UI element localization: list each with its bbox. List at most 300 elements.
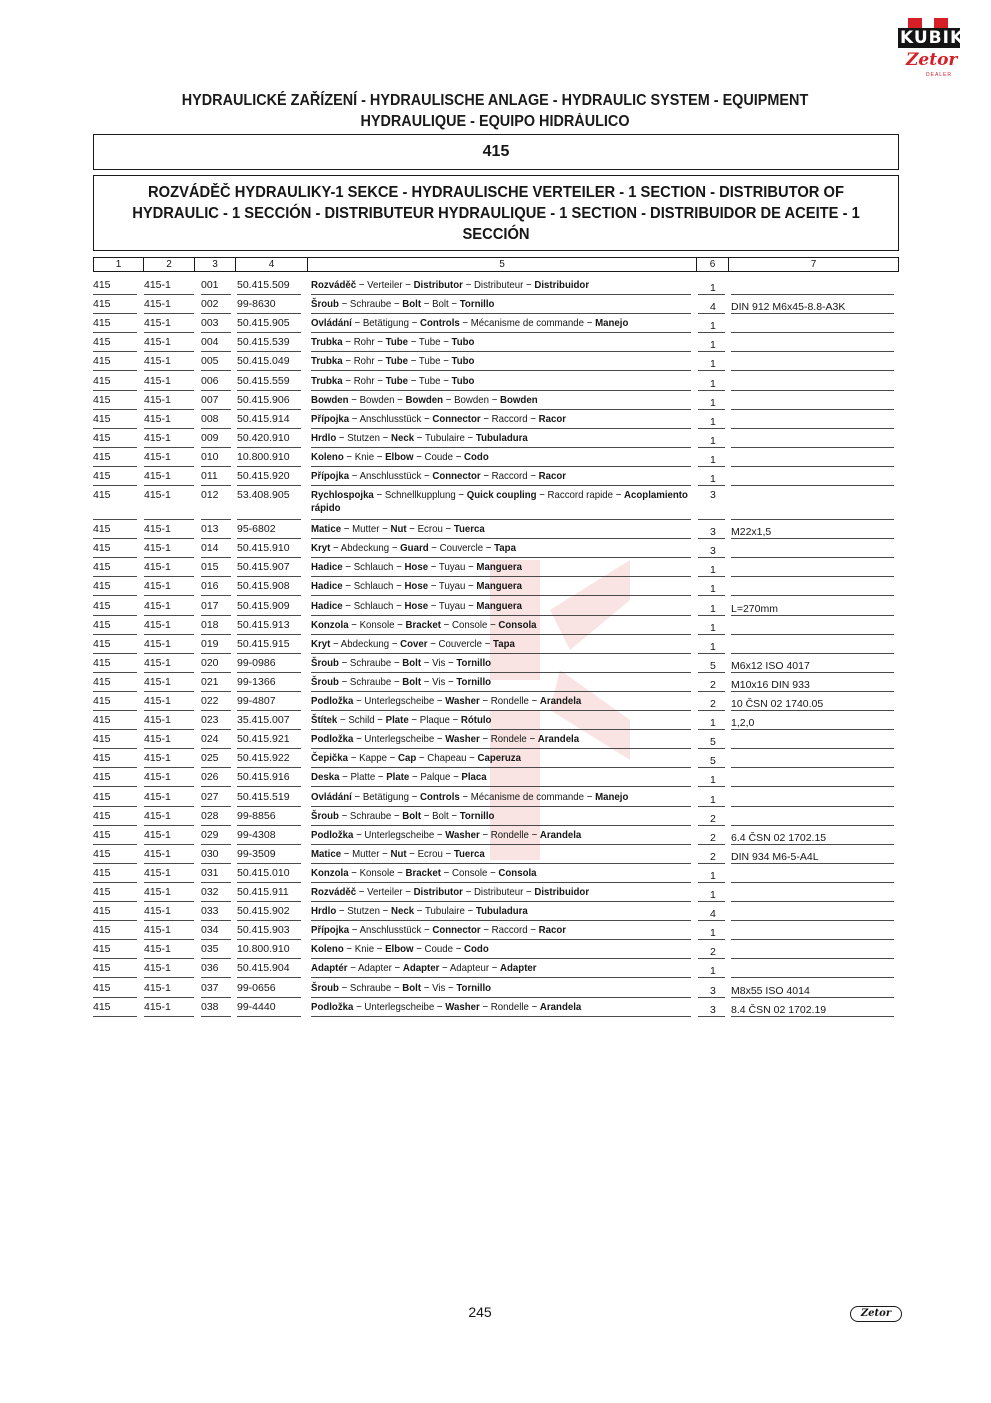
column-header-7: 7	[728, 258, 898, 271]
subgroup-number: 415-1	[144, 829, 194, 845]
note	[731, 394, 894, 410]
part-name-text: Kryt − Abdeckung − Guard − Couvercle − Tapa	[311, 542, 516, 555]
part-name	[311, 905, 691, 921]
subgroup-number: 415-1	[144, 982, 194, 998]
subgroup-number: 415-1	[144, 962, 194, 978]
position-number: 005	[201, 355, 231, 371]
part-name	[311, 867, 691, 883]
subgroup-number: 415-1	[144, 561, 194, 577]
part-name	[311, 619, 691, 635]
part-name	[311, 943, 691, 959]
subgroup-number: 415-1	[144, 336, 194, 352]
subgroup-number: 415-1	[144, 600, 194, 616]
group-number: 415	[93, 829, 137, 845]
zetor-footer-logo: Zetor	[850, 1306, 902, 1322]
part-name	[311, 638, 691, 654]
position-number: 018	[201, 619, 231, 635]
part-name	[311, 962, 691, 978]
note	[731, 905, 894, 921]
part-name-text: Čepička − Kappe − Cap − Chapeau − Caperuza	[311, 752, 521, 765]
part-name-text: Koleno − Knie − Elbow − Coude − Codo	[311, 450, 489, 463]
position-number: 034	[201, 924, 231, 940]
part-name	[311, 752, 691, 768]
subgroup-number: 415-1	[144, 638, 194, 654]
group-number: 415	[93, 355, 137, 371]
quantity: 1	[698, 600, 725, 616]
subgroup-number: 415-1	[144, 752, 194, 768]
group-number: 415	[93, 1001, 137, 1017]
note	[731, 962, 894, 978]
subgroup-number: 415-1	[144, 733, 194, 749]
part-name	[311, 336, 691, 352]
group-number: 415	[93, 413, 137, 429]
part-number: 50.415.049	[237, 355, 301, 371]
part-name-text: Přípojka − Anschlusstück − Connector − Raccord − Racor	[311, 412, 567, 425]
part-name-text: Hadice − Schlauch − Hose − Tuyau − Manguera	[311, 580, 523, 593]
part-number: 50.415.909	[237, 600, 301, 616]
quantity: 4	[698, 298, 725, 314]
quantity: 2	[698, 848, 725, 864]
note	[731, 619, 894, 635]
quantity: 1	[698, 714, 725, 730]
subgroup-number: 415-1	[144, 542, 194, 558]
group-number: 415	[93, 695, 137, 711]
part-name	[311, 791, 691, 807]
note	[731, 791, 894, 807]
position-number: 002	[201, 298, 231, 314]
part-name-text: Rozváděč − Verteiler − Distributor − Distributeur − Distribuidor	[311, 279, 590, 291]
part-name	[311, 848, 691, 864]
note	[731, 771, 894, 787]
position-number: 027	[201, 791, 231, 807]
part-name-text: Deska − Platte − Plate − Palque − Placa	[311, 771, 487, 784]
column-header-2: 2	[143, 258, 194, 271]
subgroup-number: 415-1	[144, 810, 194, 826]
note	[731, 733, 894, 749]
quantity: 1	[698, 771, 725, 787]
quantity: 1	[698, 867, 725, 883]
position-number: 017	[201, 600, 231, 616]
quantity: 1	[698, 791, 725, 807]
subgroup-number: 415-1	[144, 432, 194, 448]
part-name-text: Trubka − Rohr − Tube − Tube − Tubo	[311, 355, 475, 368]
subgroup-number: 415-1	[144, 924, 194, 940]
column-header-6: 6	[696, 258, 728, 271]
part-number: 35.415.007	[237, 714, 301, 730]
group-number: 415	[93, 432, 137, 448]
note	[731, 355, 894, 371]
part-name-text: Koleno − Knie − Elbow − Coude − Codo	[311, 943, 489, 956]
note: 1,2,0	[731, 714, 894, 730]
position-number: 038	[201, 1001, 231, 1017]
position-number: 007	[201, 394, 231, 410]
column-header-1: 1	[115, 259, 122, 270]
note	[731, 867, 894, 883]
position-number: 014	[201, 542, 231, 558]
group-number: 415	[93, 542, 137, 558]
group-number: 415	[93, 561, 137, 577]
group-number: 415	[93, 962, 137, 978]
note: M6x12 ISO 4017	[731, 657, 894, 673]
position-number: 024	[201, 733, 231, 749]
subgroup-number: 415-1	[144, 1001, 194, 1017]
part-number: 50.415.921	[237, 733, 301, 749]
position-number: 022	[201, 695, 231, 711]
note	[731, 886, 894, 902]
quantity: 1	[698, 413, 725, 429]
position-number: 019	[201, 638, 231, 654]
part-name	[311, 657, 691, 673]
quantity: 1	[698, 336, 725, 352]
section-number: 415	[482, 143, 510, 160]
kubik-brand: KUBIK	[900, 28, 965, 48]
page-title-line-1: HYDRAULICKÉ ZAŘÍZENÍ - HYDRAULISCHE ANLAGE - HYDRAULIC SYSTEM - EQUIPMENT	[181, 92, 809, 109]
quantity: 5	[698, 752, 725, 768]
part-number: 99-3509	[237, 848, 301, 864]
subgroup-number: 415-1	[144, 791, 194, 807]
position-number: 016	[201, 580, 231, 596]
quantity: 1	[698, 317, 725, 333]
part-name-text: Adaptér − Adapter − Adapter − Adapteur − Adapter	[311, 962, 537, 975]
part-name-text: Trubka − Rohr − Tube − Tube − Tubo	[311, 336, 475, 349]
position-number: 035	[201, 943, 231, 959]
part-number: 50.420.910	[237, 432, 301, 448]
group-number: 415	[93, 791, 137, 807]
subgroup-number: 415-1	[144, 867, 194, 883]
position-number: 008	[201, 413, 231, 429]
part-name-text: Bowden − Bowden − Bowden − Bowden − Bowden	[311, 393, 538, 406]
part-name	[311, 561, 691, 577]
part-number: 50.415.920	[237, 470, 301, 486]
quantity: 2	[698, 829, 725, 845]
subgroup-number: 415-1	[144, 298, 194, 314]
part-number: 99-8630	[237, 298, 301, 314]
note	[731, 810, 894, 826]
group-number: 415	[93, 714, 137, 730]
quantity: 3	[698, 489, 725, 520]
note	[731, 542, 894, 558]
position-number: 015	[201, 561, 231, 577]
quantity: 2	[698, 810, 725, 826]
part-number: 50.415.916	[237, 771, 301, 787]
part-name-text: Konzola − Konsole − Bracket − Console − Consola	[311, 866, 537, 879]
position-number: 010	[201, 451, 231, 467]
part-name	[311, 810, 691, 826]
part-name	[311, 1001, 691, 1017]
group-number: 415	[93, 848, 137, 864]
part-number: 99-4308	[237, 829, 301, 845]
part-number: 50.415.908	[237, 580, 301, 596]
position-number: 026	[201, 771, 231, 787]
group-number: 415	[93, 600, 137, 616]
part-number: 50.415.910	[237, 542, 301, 558]
note	[731, 561, 894, 577]
group-number: 415	[93, 943, 137, 959]
quantity: 1	[698, 432, 725, 448]
part-name-text: Matice − Mutter − Nut − Ecrou − Tuerca	[311, 847, 485, 860]
part-name-text: Hrdlo − Stutzen − Neck − Tubulaire − Tubuladura	[311, 431, 528, 444]
group-number: 415	[93, 657, 137, 673]
quantity: 1	[698, 962, 725, 978]
part-name-text: Hadice − Schlauch − Hose − Tuyau − Manguera	[311, 561, 523, 574]
zetor-brand: Zetor	[906, 50, 958, 70]
subgroup-number: 415-1	[144, 695, 194, 711]
part-name	[311, 714, 691, 730]
subgroup-number: 415-1	[144, 375, 194, 391]
page-title-line-2: HYDRAULIQUE - EQUIPO HIDRÁULICO	[360, 113, 630, 130]
subgroup-number: 415-1	[144, 676, 194, 692]
part-name-text: Přípojka − Anschlusstück − Connector − Raccord − Racor	[311, 470, 567, 482]
part-name	[311, 695, 691, 711]
quantity: 1	[698, 451, 725, 467]
quantity: 1	[698, 561, 725, 577]
position-number: 023	[201, 714, 231, 730]
part-name	[311, 279, 691, 295]
subgroup-number: 415-1	[144, 470, 194, 486]
quantity: 1	[698, 355, 725, 371]
part-name	[311, 451, 691, 467]
quantity: 1	[698, 279, 725, 295]
note	[731, 924, 894, 940]
note	[731, 413, 894, 429]
part-name-text: Přípojka − Anschlusstück − Connector − Raccord − Racor	[311, 924, 567, 937]
part-name	[311, 394, 691, 410]
note	[731, 580, 894, 596]
subgroup-number: 415-1	[144, 523, 194, 539]
subgroup-number: 415-1	[144, 413, 194, 429]
part-number: 50.415.904	[237, 962, 301, 978]
part-name	[311, 924, 691, 940]
group-number: 415	[93, 580, 137, 596]
part-number: 50.415.509	[237, 279, 301, 295]
part-name-text: Podložka − Unterlegscheibe − Washer − Rondele − Arandela	[311, 733, 580, 746]
position-number: 037	[201, 982, 231, 998]
part-number: 50.415.519	[237, 791, 301, 807]
subgroup-number: 415-1	[144, 943, 194, 959]
subgroup-number: 415-1	[144, 714, 194, 730]
note	[731, 489, 894, 520]
group-number: 415	[93, 619, 137, 635]
part-name-text: Matice − Mutter − Nut − Ecrou − Tuerca	[311, 523, 485, 536]
note	[731, 451, 894, 467]
part-number: 53.408.905	[237, 489, 301, 520]
part-number: 50.415.902	[237, 905, 301, 921]
note	[731, 375, 894, 391]
part-name	[311, 523, 691, 539]
group-number: 415	[93, 298, 137, 314]
quantity: 1	[698, 619, 725, 635]
part-number: 50.415.907	[237, 561, 301, 577]
quantity: 2	[698, 695, 725, 711]
part-name	[311, 375, 691, 391]
group-number: 415	[93, 905, 137, 921]
position-number: 021	[201, 676, 231, 692]
group-number: 415	[93, 924, 137, 940]
subgroup-number: 415-1	[144, 489, 194, 520]
quantity: 1	[698, 375, 725, 391]
part-name-text: Šroub − Schraube − Bolt − Vis − Tornillo	[311, 981, 492, 994]
part-name-text: Šroub − Schraube − Bolt − Bolt − Tornillo	[311, 298, 495, 311]
part-name	[311, 489, 691, 520]
part-name	[311, 470, 691, 486]
part-name-text: Hadice − Schlauch − Hose − Tuyau − Manguera	[311, 599, 523, 612]
note: DIN 912 M6x45-8.8-A3K	[731, 298, 894, 314]
subgroup-number: 415-1	[144, 657, 194, 673]
column-header-3: 3	[194, 258, 235, 271]
part-number: 99-4440	[237, 1001, 301, 1017]
part-number: 50.415.914	[237, 413, 301, 429]
page-number: 245	[468, 1304, 492, 1320]
group-number: 415	[93, 752, 137, 768]
part-number: 95-6802	[237, 523, 301, 539]
note: L=270mm	[731, 600, 894, 616]
part-number: 99-1366	[237, 676, 301, 692]
quantity: 2	[698, 676, 725, 692]
group-number: 415	[93, 523, 137, 539]
group-number: 415	[93, 375, 137, 391]
part-number: 50.415.903	[237, 924, 301, 940]
position-number: 029	[201, 829, 231, 845]
subgroup-number: 415-1	[144, 580, 194, 596]
part-number: 50.415.539	[237, 336, 301, 352]
position-number: 009	[201, 432, 231, 448]
subgroup-number: 415-1	[144, 771, 194, 787]
part-number: 99-8856	[237, 810, 301, 826]
part-number: 50.415.010	[237, 867, 301, 883]
group-number: 415	[93, 733, 137, 749]
group-number: 415	[93, 317, 137, 333]
part-name-text: Podložka − Unterlegscheibe − Washer − Rondelle − Arandela	[311, 1000, 582, 1013]
column-header-5: 5	[307, 258, 696, 271]
note	[731, 432, 894, 448]
part-name	[311, 886, 691, 902]
group-number: 415	[93, 886, 137, 902]
quantity: 1	[698, 638, 725, 654]
subgroup-number: 415-1	[144, 619, 194, 635]
part-name-text: Podložka − Unterlegscheibe − Washer − Rondelle − Arandela	[311, 828, 582, 841]
part-number: 50.415.911	[237, 886, 301, 902]
quantity: 3	[698, 523, 725, 539]
note: 8.4 ČSN 02 1702.19	[731, 1001, 894, 1017]
position-number: 036	[201, 962, 231, 978]
part-name-text: Ovládání − Betätigung − Controls − Mécanisme de commande − Manejo	[311, 317, 629, 330]
subgroup-number: 415-1	[144, 394, 194, 410]
group-number: 415	[93, 394, 137, 410]
part-name	[311, 982, 691, 998]
part-number: 99-0986	[237, 657, 301, 673]
group-number: 415	[93, 489, 137, 520]
part-name	[311, 829, 691, 845]
note: M22x1,5	[731, 523, 894, 539]
part-number: 99-0656	[237, 982, 301, 998]
note	[731, 279, 894, 295]
group-number: 415	[93, 279, 137, 295]
group-number: 415	[93, 451, 137, 467]
part-number: 10.800.910	[237, 943, 301, 959]
position-number: 006	[201, 375, 231, 391]
position-number: 003	[201, 317, 231, 333]
position-number: 033	[201, 905, 231, 921]
part-name-text: Šroub − Schraube − Bolt − Vis − Tornillo	[311, 656, 492, 669]
quantity: 3	[698, 982, 725, 998]
part-name-text: Rozváděč − Verteiler − Distributor − Distributeur − Distribuidor	[311, 886, 590, 898]
position-number: 001	[201, 279, 231, 295]
part-number: 50.415.915	[237, 638, 301, 654]
group-number: 415	[93, 867, 137, 883]
note: M10x16 DIN 933	[731, 676, 894, 692]
part-name-text: Trubka − Rohr − Tube − Tube − Tubo	[311, 374, 475, 387]
part-number: 50.415.922	[237, 752, 301, 768]
subgroup-number: 415-1	[144, 905, 194, 921]
note	[731, 336, 894, 352]
quantity: 5	[698, 657, 725, 673]
group-number: 415	[93, 470, 137, 486]
quantity: 4	[698, 905, 725, 921]
part-name	[311, 317, 691, 333]
part-name-text: Štítek − Schild − Plate − Plaque − Rótulo	[311, 714, 492, 727]
part-name	[311, 580, 691, 596]
part-name-text: Hrdlo − Stutzen − Neck − Tubulaire − Tubuladura	[311, 905, 528, 918]
column-header-4: 4	[235, 258, 307, 271]
subgroup-number: 415-1	[144, 848, 194, 864]
position-number: 012	[201, 489, 231, 520]
part-number: 50.415.913	[237, 619, 301, 635]
position-number: 020	[201, 657, 231, 673]
part-number: 10.800.910	[237, 451, 301, 467]
part-name	[311, 413, 691, 429]
part-name	[311, 298, 691, 314]
part-name-text: Rychlospojka − Schnellkupplung − Quick coupling − Raccord rapide − Acoplamiento rápido	[311, 489, 688, 515]
group-number: 415	[93, 638, 137, 654]
note: 6.4 ČSN 02 1702.15	[731, 829, 894, 845]
position-number: 030	[201, 848, 231, 864]
note: M8x55 ISO 4014	[731, 982, 894, 998]
note: 10 ČSN 02 1740.05	[731, 695, 894, 711]
group-number: 415	[93, 771, 137, 787]
part-name	[311, 733, 691, 749]
group-number: 415	[93, 982, 137, 998]
group-number: 415	[93, 336, 137, 352]
part-name	[311, 432, 691, 448]
subgroup-number: 415-1	[144, 886, 194, 902]
part-name-text: Šroub − Schraube − Bolt − Vis − Tornillo	[311, 675, 492, 688]
part-number: 50.415.905	[237, 317, 301, 333]
position-number: 004	[201, 336, 231, 352]
part-name	[311, 355, 691, 371]
part-number: 99-4807	[237, 695, 301, 711]
part-name-text: Ovládání − Betätigung − Controls − Mécanisme de commande − Manejo	[311, 790, 629, 803]
quantity: 1	[698, 886, 725, 902]
subgroup-number: 415-1	[144, 317, 194, 333]
part-name	[311, 771, 691, 787]
part-name-text: Šroub − Schraube − Bolt − Bolt − Tornillo	[311, 809, 495, 822]
part-number: 50.415.906	[237, 394, 301, 410]
note	[731, 470, 894, 486]
quantity: 3	[698, 1001, 725, 1017]
subgroup-number: 415-1	[144, 355, 194, 371]
quantity: 1	[698, 924, 725, 940]
dealer-tag: DEALER	[926, 72, 953, 78]
position-number: 031	[201, 867, 231, 883]
note	[731, 317, 894, 333]
note: DIN 934 M6-5-A4L	[731, 848, 894, 864]
subgroup-number: 415-1	[144, 451, 194, 467]
quantity: 1	[698, 394, 725, 410]
subsection-title: ROZVÁDĚČ HYDRAULIKY-1 SEKCE - HYDRAULISCHE VERTEILER - 1 SECTION - DISTRIBUTOR OF HYDRAULIC - 1 SECCIÓN - DISTRIBUTEUR HYDRAULIQUE - 1 SECTION - DISTRIBUIDOR DE ACEITE - 1 SECCIÓN	[132, 183, 860, 243]
part-number: 50.415.559	[237, 375, 301, 391]
note	[731, 638, 894, 654]
part-name-text: Kryt − Abdeckung − Cover − Couvercle − Tapa	[311, 637, 515, 650]
